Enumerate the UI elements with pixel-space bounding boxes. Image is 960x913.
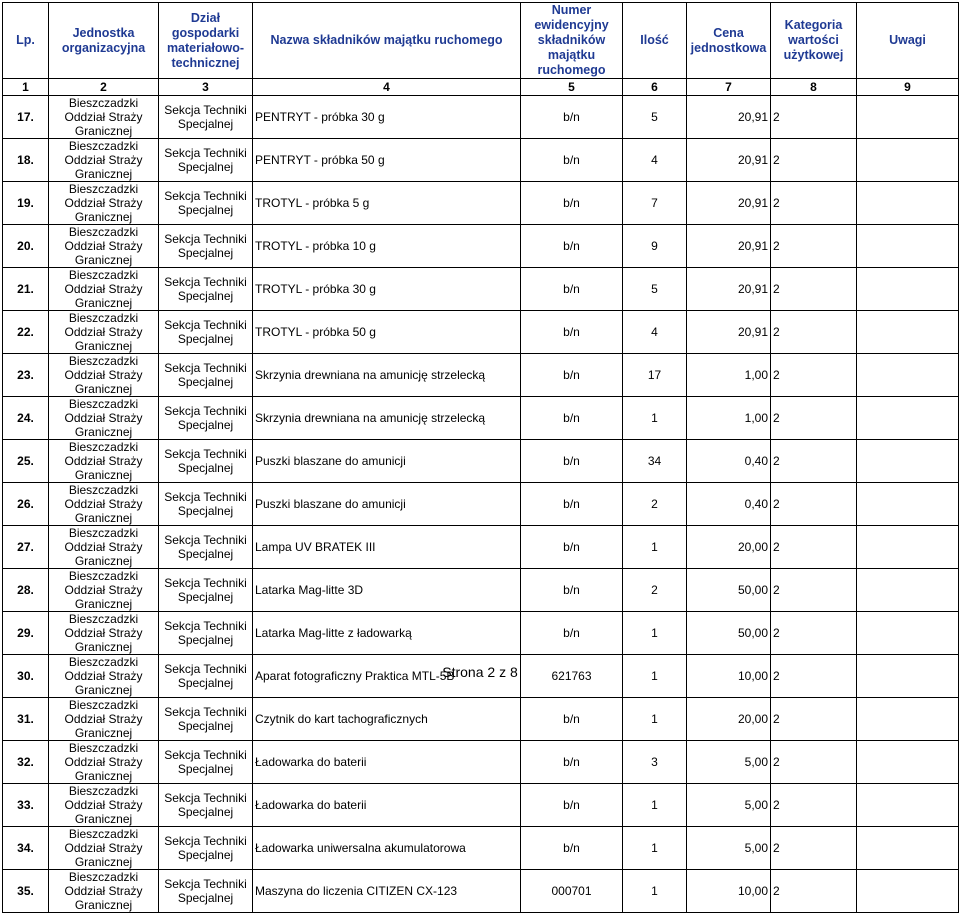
row-unit: Bieszczadzki Oddział Straży Granicznej [49,698,159,741]
column-number: 4 [253,79,521,96]
column-numbers-row [3,79,959,96]
row-dept: Sekcja Techniki Specjalnej [159,96,253,139]
row-lp: 19. [3,182,49,225]
row-notes [857,268,959,311]
row-item-name: Puszki blaszane do amunicji [253,483,521,526]
row-item-name: Latarka Mag-litte 3D [253,569,521,612]
row-category: 2 [771,96,857,139]
table-row [3,268,959,311]
row-item-name: PENTRYT - próbka 50 g [253,139,521,182]
row-unit: Bieszczadzki Oddział Straży Granicznej [49,569,159,612]
row-inventory-number: b/n [521,784,623,827]
row-lp: 25. [3,440,49,483]
row-quantity: 1 [623,655,687,698]
row-inventory-number: b/n [521,268,623,311]
table-row [3,225,959,268]
row-inventory-number: b/n [521,526,623,569]
row-inventory-number: b/n [521,698,623,741]
row-notes [857,698,959,741]
header-unit: Jednostka organizacyjna [49,3,159,79]
table-row [3,612,959,655]
row-category: 2 [771,225,857,268]
column-number: 5 [521,79,623,96]
row-inventory-number: b/n [521,612,623,655]
row-notes [857,397,959,440]
row-lp: 23. [3,354,49,397]
row-unit-price: 20,91 [687,139,771,182]
table-row [3,569,959,612]
row-category: 2 [771,827,857,870]
row-item-name: PENTRYT - próbka 30 g [253,96,521,139]
row-dept: Sekcja Techniki Specjalnej [159,698,253,741]
row-lp: 33. [3,784,49,827]
row-unit-price: 20,00 [687,526,771,569]
row-notes [857,311,959,354]
row-inventory-number: b/n [521,139,623,182]
column-number: 2 [49,79,159,96]
row-item-name: Czytnik do kart tachograficznych [253,698,521,741]
row-notes [857,139,959,182]
row-category: 2 [771,612,857,655]
row-notes [857,741,959,784]
row-notes [857,96,959,139]
row-unit: Bieszczadzki Oddział Straży Granicznej [49,225,159,268]
row-notes [857,870,959,913]
row-lp: 20. [3,225,49,268]
row-dept: Sekcja Techniki Specjalnej [159,225,253,268]
table-row [3,784,959,827]
row-lp: 34. [3,827,49,870]
row-item-name: Ładowarka do baterii [253,741,521,784]
row-dept: Sekcja Techniki Specjalnej [159,311,253,354]
row-dept: Sekcja Techniki Specjalnej [159,827,253,870]
row-quantity: 34 [623,440,687,483]
column-number: 9 [857,79,959,96]
row-lp: 29. [3,612,49,655]
row-unit: Bieszczadzki Oddział Straży Granicznej [49,526,159,569]
row-item-name: Ładowarka do baterii [253,784,521,827]
row-unit: Bieszczadzki Oddział Straży Granicznej [49,870,159,913]
column-number: 7 [687,79,771,96]
row-unit-price: 20,91 [687,96,771,139]
row-lp: 35. [3,870,49,913]
row-unit: Bieszczadzki Oddział Straży Granicznej [49,784,159,827]
row-quantity: 1 [623,870,687,913]
row-dept: Sekcja Techniki Specjalnej [159,870,253,913]
row-unit-price: 0,40 [687,440,771,483]
row-quantity: 4 [623,139,687,182]
row-unit-price: 20,91 [687,182,771,225]
row-unit-price: 50,00 [687,569,771,612]
row-quantity: 1 [623,827,687,870]
row-item-name: Aparat fotograficzny Praktica MTL-5B [253,655,521,698]
row-unit: Bieszczadzki Oddział Straży Granicznej [49,311,159,354]
table-row [3,182,959,225]
row-quantity: 2 [623,483,687,526]
row-item-name: TROTYL - próbka 50 g [253,311,521,354]
row-item-name: TROTYL - próbka 5 g [253,182,521,225]
row-notes [857,225,959,268]
table-row [3,870,959,913]
row-dept: Sekcja Techniki Specjalnej [159,655,253,698]
header-price: Cena jednostkowa [687,3,771,79]
row-quantity: 2 [623,569,687,612]
table-row [3,96,959,139]
row-dept: Sekcja Techniki Specjalnej [159,397,253,440]
row-category: 2 [771,397,857,440]
header-lp: Lp. [3,3,49,79]
table-row [3,139,959,182]
row-notes [857,612,959,655]
row-unit-price: 5,00 [687,784,771,827]
row-quantity: 5 [623,268,687,311]
row-category: 2 [771,741,857,784]
row-category: 2 [771,268,857,311]
row-dept: Sekcja Techniki Specjalnej [159,612,253,655]
table-row [3,483,959,526]
row-unit: Bieszczadzki Oddział Straży Granicznej [49,741,159,784]
header-category: Kategoria wartości użytkowej [771,3,857,79]
row-item-name: Maszyna do liczenia CITIZEN CX-123 [253,870,521,913]
row-quantity: 17 [623,354,687,397]
table-row [3,827,959,870]
row-unit: Bieszczadzki Oddział Straży Granicznej [49,612,159,655]
header-qty: Ilość [623,3,687,79]
header-number: Numer ewidencyjny składników majątku ruchomego [521,3,623,79]
row-category: 2 [771,440,857,483]
row-unit-price: 10,00 [687,870,771,913]
row-unit: Bieszczadzki Oddział Straży Granicznej [49,182,159,225]
row-unit-price: 10,00 [687,655,771,698]
row-item-name: Skrzynia drewniana na amunicję strzelecką [253,354,521,397]
header-dept: Dział gospodarki materiałowo-technicznej [159,3,253,79]
column-number: 6 [623,79,687,96]
row-unit: Bieszczadzki Oddział Straży Granicznej [49,268,159,311]
row-unit-price: 20,00 [687,698,771,741]
row-unit: Bieszczadzki Oddział Straży Granicznej [49,827,159,870]
row-category: 2 [771,870,857,913]
row-unit-price: 0,40 [687,483,771,526]
row-item-name: Puszki blaszane do amunicji [253,440,521,483]
row-item-name: TROTYL - próbka 30 g [253,268,521,311]
row-quantity: 1 [623,397,687,440]
row-dept: Sekcja Techniki Specjalnej [159,569,253,612]
row-quantity: 1 [623,526,687,569]
row-category: 2 [771,698,857,741]
row-category: 2 [771,311,857,354]
column-number: 1 [3,79,49,96]
row-unit-price: 5,00 [687,741,771,784]
table-body [3,96,959,913]
row-lp: 24. [3,397,49,440]
row-unit: Bieszczadzki Oddział Straży Granicznej [49,139,159,182]
row-dept: Sekcja Techniki Specjalnej [159,139,253,182]
row-dept: Sekcja Techniki Specjalnej [159,182,253,225]
row-lp: 26. [3,483,49,526]
row-quantity: 1 [623,698,687,741]
row-unit-price: 1,00 [687,397,771,440]
row-item-name: Ładowarka uniwersalna akumulatorowa [253,827,521,870]
row-notes [857,440,959,483]
row-inventory-number: b/n [521,483,623,526]
row-dept: Sekcja Techniki Specjalnej [159,354,253,397]
row-category: 2 [771,526,857,569]
row-unit-price: 1,00 [687,354,771,397]
inventory-table [2,2,959,913]
table-row [3,698,959,741]
row-unit: Bieszczadzki Oddział Straży Granicznej [49,397,159,440]
row-inventory-number: b/n [521,225,623,268]
row-unit-price: 5,00 [687,827,771,870]
table-row [3,526,959,569]
row-lp: 30. [3,655,49,698]
table-header [3,3,959,79]
row-inventory-number: b/n [521,440,623,483]
row-notes [857,182,959,225]
row-inventory-number: b/n [521,827,623,870]
row-category: 2 [771,354,857,397]
row-unit-price: 50,00 [687,612,771,655]
row-category: 2 [771,139,857,182]
row-dept: Sekcja Techniki Specjalnej [159,784,253,827]
row-unit: Bieszczadzki Oddział Straży Granicznej [49,354,159,397]
row-item-name: Skrzynia drewniana na amunicję strzelecką [253,397,521,440]
row-inventory-number: 000701 [521,870,623,913]
header-notes: Uwagi [857,3,959,79]
row-notes [857,483,959,526]
row-quantity: 5 [623,96,687,139]
row-notes [857,354,959,397]
row-quantity: 1 [623,784,687,827]
row-dept: Sekcja Techniki Specjalnej [159,268,253,311]
row-notes [857,784,959,827]
header-name: Nazwa składników majątku ruchomego [253,3,521,79]
table-row [3,397,959,440]
row-inventory-number: b/n [521,182,623,225]
row-inventory-number: b/n [521,311,623,354]
row-category: 2 [771,655,857,698]
row-unit: Bieszczadzki Oddział Straży Granicznej [49,440,159,483]
row-notes [857,569,959,612]
row-unit: Bieszczadzki Oddział Straży Granicznej [49,96,159,139]
row-category: 2 [771,182,857,225]
row-notes [857,526,959,569]
row-unit-price: 20,91 [687,311,771,354]
row-category: 2 [771,483,857,526]
row-dept: Sekcja Techniki Specjalnej [159,483,253,526]
row-inventory-number: b/n [521,569,623,612]
row-inventory-number: b/n [521,397,623,440]
row-unit-price: 20,91 [687,225,771,268]
row-lp: 31. [3,698,49,741]
row-quantity: 9 [623,225,687,268]
row-unit: Bieszczadzki Oddział Straży Granicznej [49,483,159,526]
row-inventory-number: b/n [521,96,623,139]
row-lp: 27. [3,526,49,569]
row-lp: 18. [3,139,49,182]
row-lp: 22. [3,311,49,354]
row-inventory-number: 621763 [521,655,623,698]
row-dept: Sekcja Techniki Specjalnej [159,741,253,784]
row-lp: 21. [3,268,49,311]
row-lp: 28. [3,569,49,612]
row-quantity: 1 [623,612,687,655]
row-notes [857,827,959,870]
row-lp: 32. [3,741,49,784]
row-dept: Sekcja Techniki Specjalnej [159,440,253,483]
table-row [3,354,959,397]
row-dept: Sekcja Techniki Specjalnej [159,526,253,569]
table-row [3,741,959,784]
row-item-name: Latarka Mag-litte z ładowarką [253,612,521,655]
row-quantity: 4 [623,311,687,354]
row-quantity: 7 [623,182,687,225]
row-item-name: TROTYL - próbka 10 g [253,225,521,268]
row-category: 2 [771,569,857,612]
row-category: 2 [771,784,857,827]
row-item-name: Lampa UV BRATEK III [253,526,521,569]
table-row [3,440,959,483]
column-number: 8 [771,79,857,96]
row-lp: 17. [3,96,49,139]
row-inventory-number: b/n [521,741,623,784]
row-quantity: 3 [623,741,687,784]
column-number: 3 [159,79,253,96]
row-unit: Bieszczadzki Oddział Straży Granicznej [49,655,159,698]
row-inventory-number: b/n [521,354,623,397]
table-row [3,311,959,354]
page-number: Strona 2 z 8 [442,664,518,680]
row-unit-price: 20,91 [687,268,771,311]
